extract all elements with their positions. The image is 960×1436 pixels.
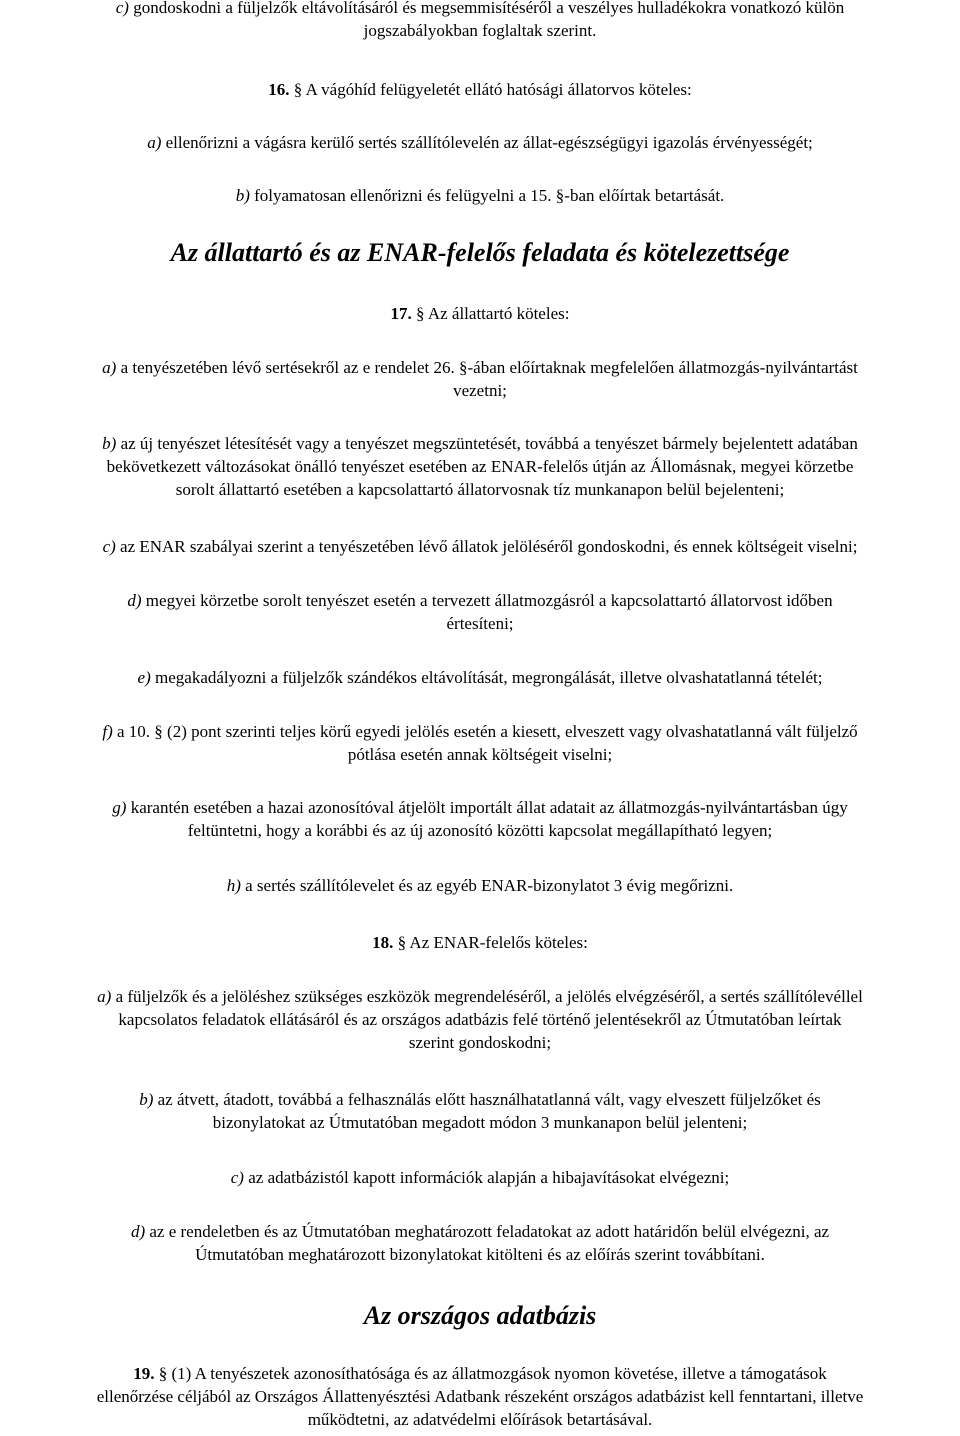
item-letter: b) [235,186,250,205]
section-17e [0,666,960,689]
item-letter: g) [112,798,127,817]
section-number: 19. [133,1364,155,1383]
paragraph-text: működtetni, az adatvédelmi előírások betartásával. [307,1410,653,1429]
item-letter: f) [102,722,113,741]
section-intro: Az ENAR-felelős köteles: [409,933,588,952]
paragraph-text: feltüntetni, hogy a korábbi és az új azonosító közötti kapcsolat megállapítható legyen; [187,821,773,840]
item-letter: a) [97,987,112,1006]
section-16-title [0,78,960,101]
section-16b [0,184,960,207]
paragraph-text: bekövetkezett változásokat önálló tenyészet esetében az ENAR-felelős útján az Állomásnak, megyei körzetbe [106,457,854,476]
section-18c [0,1166,960,1189]
paragraph-text: szerint gondoskodni; [408,1033,552,1052]
item-letter: d) [127,591,142,610]
paragraph-text: a sertés szállítólevelet és az egyéb ENAR-bizonylatot 3 évig megőrizni. [245,876,734,895]
paragraph-text: a 10. [116,722,151,741]
paragraph-text: (1) A tenyészetek azonosíthatósága és az állatmozgások nyomon követése, illetve a támogatások [171,1364,827,1383]
paragraph-text: ellenőrzése céljából az Országos Állattenyésztési Adatbank részeként országos adatbázist kell fenntartani, illetve [96,1387,864,1406]
paragraph-text: pótlása esetén annak költségeit viselni; [347,745,613,764]
section-number: 17. [390,304,412,323]
section-17f [0,720,960,766]
section-intro: A vágóhíd felügyeletét ellátó hatósági állatorvos köteles: [305,80,692,99]
section-17h [0,874,960,897]
paragraph-text: kapcsolatos feladatok ellátásáról és az országos adatbázis felé történő jelentésekről az Útmutatóban leírtak [118,1010,842,1029]
item-letter: a) [102,358,117,377]
section-18-title [0,931,960,954]
section-17g [0,796,960,842]
item-letter: c) [102,537,116,556]
item-letter: e) [137,668,151,687]
section-intro: Az állattartó köteles: [427,304,570,323]
section-18d [0,1220,960,1266]
section-sign: § [158,1364,168,1383]
section-sign: § [458,358,468,377]
paragraph-text: Útmutatóban meghatározott bizonylatokat kitölteni és az előírás szerint továbbítani. [195,1245,765,1264]
paragraph-text: a füljelzők és a jelöléshez szükséges eszközök megrendeléséről, a jelölés elvégzéséről, a sertés szállítólevéllel [115,987,863,1006]
section-sign: § [293,80,303,99]
section-19 [0,1362,960,1431]
chapter-heading: Az állattartó és az ENAR-felelős feladata és kötelezettsége [170,238,790,267]
section-number: 18. [372,933,394,952]
paragraph-text: vezetni; [453,381,507,400]
section-17d [0,589,960,635]
paragraph-text: megyei körzetbe sorolt tenyészet esetén a tervezett állatmozgásról a kapcsolattartó állatorvost időben [145,591,833,610]
paragraph-text: megakadályozni a füljelzők szándékos eltávolítását, megrongálását, illetve olvashatatlanná tételét; [155,668,823,687]
paragraph-text: jogszabályokban foglaltak szerint. [363,21,597,40]
paragraph-text: értesíteni; [446,614,514,633]
item-letter: c) [115,0,129,17]
paragraph-text: -ban előírtak betartását. [564,186,725,205]
paragraph-text: az adatbázistól kapott információk alapján a hibajavításokat elvégezni; [248,1168,730,1187]
chapter-heading: Az országos adatbázis [363,1301,597,1330]
section-sign: § [555,186,565,205]
item-letter: h) [226,876,241,895]
paragraph-text: bizonylatokat az Útmutatóban megadott módon 3 munkanapon belül jelenteni; [212,1113,748,1132]
paragraph-text: az új tenyészet létesítését vagy a tenyészet megszüntetését, továbbá a tenyészet bármely bejelentett adatában [120,434,858,453]
paragraph-text: sorolt állattartó esetében a kapcsolattartó állatorvosnak tíz munkanapon belül bejelenteni; [175,480,785,499]
paragraph-text: (2) pont szerinti teljes körű egyedi jelölés esetén a kiesett, elveszett vagy olvashatatlanná vált füljelző [167,722,858,741]
paragraph-text: karantén esetében a hazai azonosítóval átjelölt importált állat adatait az állatmozgás-nyilvántartásban úgy [130,798,848,817]
item-letter: a) [147,133,162,152]
paragraph-text: az átvett, átadott, továbbá a felhasználás előtt használhatatlanná vált, vagy elveszett füljelzőket és [157,1090,821,1109]
section-17a [0,356,960,402]
section-sign: § [416,304,425,323]
paragraph-text: folyamatosan ellenőrizni és felügyelni a 15. [254,186,552,205]
paragraph-15c [0,0,960,42]
section-17c [0,535,960,558]
item-letter: d) [130,1222,146,1241]
section-sign: § [397,933,407,952]
section-18b [0,1088,960,1134]
item-letter: c) [230,1168,244,1187]
section-16a [0,131,960,154]
section-17-title [0,302,960,325]
section-17b [0,432,960,501]
paragraph-text: gondoskodni a füljelzők eltávolításáról és megsemmisítéséről a veszélyes hulladékokra vonatkozó külön [133,0,845,17]
section-number: 16. [268,80,290,99]
paragraph-text: -ában előírtaknak megfelelően állatmozgás-nyilvántartást [467,358,858,377]
section-sign: § [154,722,163,741]
paragraph-text: a tenyészetében lévő sertésekről az e rendelet 26. [120,358,455,377]
item-letter: b) [102,434,117,453]
section-18a [0,985,960,1054]
item-letter: b) [139,1090,154,1109]
paragraph-text: ellenőrizni a vágásra kerülő sertés szállítólevelén az állat-egészségügyi igazolás érvényességét; [165,133,813,152]
paragraph-text: az e rendeletben és az Útmutatóban meghatározott feladatokat az adott határidőn belül elvégezni, az [149,1222,830,1241]
paragraph-text: az ENAR szabályai szerint a tenyészetében lévő állatok jelöléséről gondoskodni, és ennek költségeit viselni; [120,537,858,556]
